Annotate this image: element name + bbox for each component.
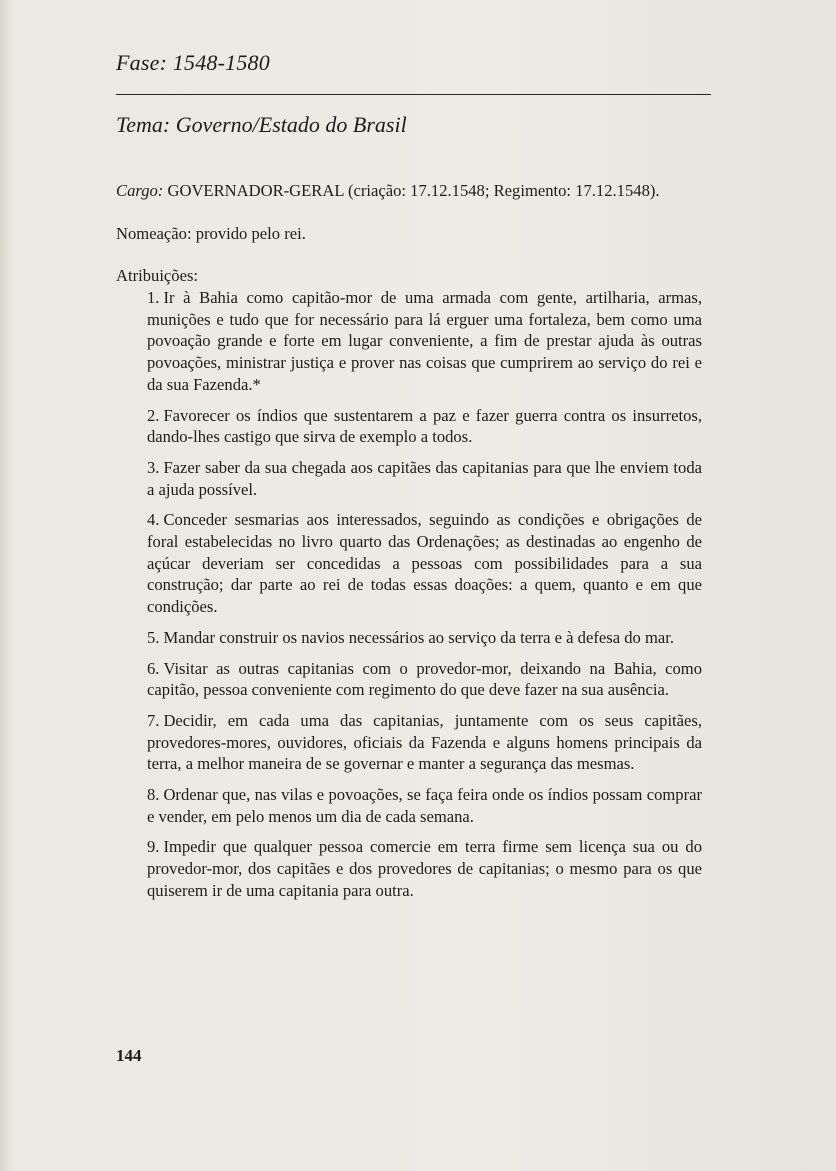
item-text: Fazer saber da sua chegada aos capitães das capitanias para que lhe enviem toda a ajuda possível. xyxy=(147,457,702,499)
list-item xyxy=(147,784,702,827)
heading-divider xyxy=(116,94,711,95)
cargo-label: Cargo: xyxy=(116,181,164,200)
atribuicoes-label: Atribuições: xyxy=(116,266,199,285)
item-text: Mandar construir os navios necessários ao serviço da terra e à defesa do mar. xyxy=(163,627,674,647)
list-item xyxy=(147,627,702,649)
item-number: 3. xyxy=(147,457,160,477)
item-number: 1. xyxy=(147,288,160,307)
phase-heading: Fase: 1548-1580 xyxy=(116,50,270,75)
item-text: Impedir que qualquer pessoa comercie em terra firme sem licença sua ou do provedor-mor, dos capitães e dos provedores de capitanias; o mesmo para os que quiserem ir de uma capitania para outra. xyxy=(147,837,702,900)
page-number: 144 xyxy=(116,1046,142,1065)
item-text: Decidir, em cada uma das capitanias, juntamente com os seus capitães, provedores-mores, ouvidores, oficiais da Fazenda e alguns homens principais da terra, a melhor maneira de se governar e manter a segurança das mesmas. xyxy=(147,710,702,774)
item-number: 7. xyxy=(147,710,160,730)
list-item xyxy=(147,658,702,701)
nomeacao-line: Nomeação: provido pelo rei. xyxy=(116,224,306,243)
item-number: 2. xyxy=(147,405,160,425)
list-item xyxy=(147,287,702,396)
item-text: Favorecer os índios que sustentarem a paz e fazer guerra contra os insurretos, dando-lhes castigo que sirva de exemplo a todos. xyxy=(147,405,702,447)
item-text: Ordenar que, nas vilas e povoações, se faça feira onde os índios possam comprar e vender, em pelo menos um dia de cada semana. xyxy=(147,785,702,826)
item-number: 6. xyxy=(147,658,160,678)
item-text: Conceder sesmarias aos interessados, seguindo as condições e obrigações de foral estabelecidas no livro quarto das Ordenações; as destinadas ao engenho de açúcar deveriam ser concedidas a pessoas com possibilidades para a sua construção; dar parte ao rei de todas essas doações: a quem, quanto e em que condições. xyxy=(147,510,702,617)
item-text: Ir à Bahia como capitão-mor de uma armada com gente, artilharia, armas, munições e tudo que for necessário para lá erguer uma fortaleza, bem como uma povoação grande e forte em lugar conveniente, a fim de prestar ajuda às outras povoações, ministrar justiça e prover nas coisas que cumprirem ao serviço do rei e da sua Fazenda.* xyxy=(147,288,702,394)
list-item xyxy=(147,836,702,901)
item-number: 4. xyxy=(147,510,160,530)
item-number: 8. xyxy=(147,785,160,805)
cargo-line xyxy=(116,180,702,202)
list-item xyxy=(147,710,702,775)
item-number: 9. xyxy=(147,837,160,857)
item-number: 5. xyxy=(147,627,160,647)
item-text: Visitar as outras capitanias com o provedor-mor, deixando na Bahia, como capitão, pessoa conveniente com regimento do que deve fazer na sua ausência. xyxy=(147,658,702,700)
list-item xyxy=(147,457,702,500)
theme-heading: Tema: Governo/Estado do Brasil xyxy=(116,112,407,137)
cargo-value: GOVERNADOR-GERAL (criação: 17.12.1548; Regimento: 17.12.1548). xyxy=(167,181,660,200)
list-item xyxy=(147,509,702,618)
list-item xyxy=(147,405,702,448)
atribuicoes-list xyxy=(147,287,702,911)
